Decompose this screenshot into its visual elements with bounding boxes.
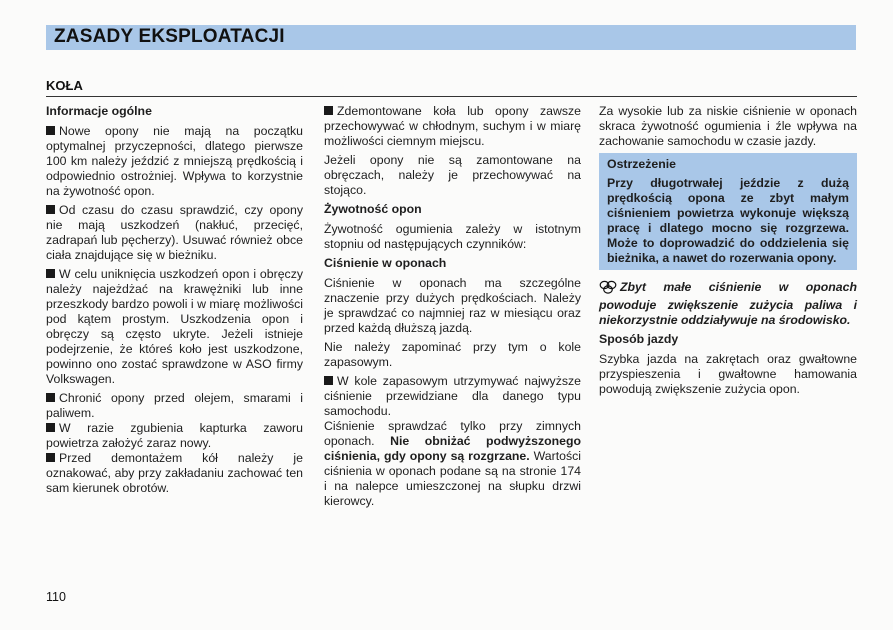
bullet-paragraph: Zdemontowane koła lub opony zawsze przechowywać w chłodnym, suchym i w miarę możliwości ciemnym miejscu. — [324, 104, 581, 148]
warning-box — [599, 153, 857, 270]
warning-title: Ostrzeżenie — [607, 157, 677, 171]
bullet-square-icon — [46, 126, 55, 135]
bullet-paragraph: W razie zgubienia kapturka zaworu powietrza założyć zaraz nowy. — [46, 421, 303, 450]
environment-note: Zbyt małe ciśnienie w oponach powoduje zwiększenie zużycia paliwa i niekorzystnie oddziaływuje na środowisko. — [599, 280, 857, 327]
paragraph: Za wysokie lub za niskie ciśnienie w oponach skraca żywotność ogumienia i źle wpływa na zachowanie samochodu w czasie jazdy. — [599, 104, 857, 148]
section-title: KOŁA — [46, 78, 83, 93]
bullet-paragraph: Przed demontażem kół należy je oznakować, aby przy zakładaniu zachować ten sam kierunek obrotów. — [46, 451, 303, 495]
paragraph: Ciśnienie w oponach ma szczególne znaczenie przy dużych prędkościach. Należy je sprawdzać co najmniej raz w miesiącu oraz przed każdą dłuższą jazdą. — [324, 276, 581, 335]
bullet-paragraph: W celu uniknięcia uszkodzeń opon i obręczy należy najeżdżać na krawężniki lub inne przeszkody bardzo powoli i w miarę możliwości pod kątem prostym. Uszkodzenia opon i obręczy są często ukryte. Jeżeli istnieje podejrzenie, że któreś koło jest uszkodzone, powinno ono zostać sprawdzone w ASO firmy Volkswagen. — [46, 267, 303, 386]
environment-icon — [599, 280, 617, 298]
column-1 — [46, 104, 303, 500]
bullet-paragraph: Od czasu do czasu sprawdzić, czy opony nie mają uszkodzeń (nakłuć, przecięć, zadrapań lub pęcherzy). Usuwać również obce ciała znajdujące się w bieżniku. — [46, 203, 303, 262]
column-3 — [599, 104, 857, 401]
heading-driving-style: Sposób jazdy — [599, 332, 679, 346]
bullet-square-icon — [46, 453, 55, 462]
bullet-square-icon — [46, 205, 55, 214]
bullet-paragraph: Nowe opony nie mają na początku optymalnej przyczepności, dlatego pierwsze 100 km należy jeździć z mniejszą prędkością i odpowiednio ostrożniej. Wpływa to korzystnie na żywotność opon. — [46, 124, 303, 198]
bullet-paragraph: Chronić opony przed olejem, smarami i paliwem. — [46, 391, 303, 420]
bullet-paragraph: W kole zapasowym utrzymywać najwyższe ciśnienie przewidziane dla danego typu samochodu. — [324, 374, 581, 418]
bullet-square-icon — [324, 106, 333, 115]
page-number: 110 — [46, 590, 66, 604]
paragraph: Żywotność ogumienia zależy w istotnym stopniu od następujących czynników: — [324, 222, 581, 251]
heading-tire-pressure: Ciśnienie w oponach — [324, 256, 447, 270]
section-divider — [46, 96, 857, 97]
heading-general-info: Informacje ogólne — [46, 104, 152, 118]
paragraph: Jeżeli opony nie są zamontowane na obręczach, należy je przechowywać na stojąco. — [324, 153, 581, 197]
bullet-square-icon — [324, 376, 333, 385]
bullet-square-icon — [46, 393, 55, 402]
column-2 — [324, 104, 581, 513]
bullet-square-icon — [46, 269, 55, 278]
warning-body: Przy długotrwałej jeździe z dużą prędkością opona ze zbyt małym ciśnieniem powietrza wykonuje większą pracę i dlatego mocno się rozgrzewa. Może to doprowadzić do oddzielenia się bieżnika, a nawet do rozerwania opony. — [607, 176, 849, 265]
paragraph: Ciśnienie sprawdzać tylko przy zimnych oponach. Nie obniżać podwyższonego ciśnienia, gdy opony są rozgrzane. Wartości ciśnienia w oponach podane są na stronie 174 i na nalepce umieszczonej na słupku drzwi kierowcy. — [324, 419, 581, 508]
heading-tire-life: Żywotność opon — [324, 202, 422, 216]
bold-warning-text: Nie obniżać podwyższonego ciśnienia, gdy opony są rozgrzane. — [324, 434, 581, 463]
paragraph: Nie należy zapominać przy tym o kole zapasowym. — [324, 340, 581, 369]
paragraph: Szybka jazda na zakrętach oraz gwałtowne przyspieszenia i gwałtowne hamowania powodują zwiększenie zużycia opon. — [599, 352, 857, 396]
page-title: ZASADY EKSPLOATACJI — [54, 26, 285, 47]
bullet-square-icon — [46, 423, 55, 432]
